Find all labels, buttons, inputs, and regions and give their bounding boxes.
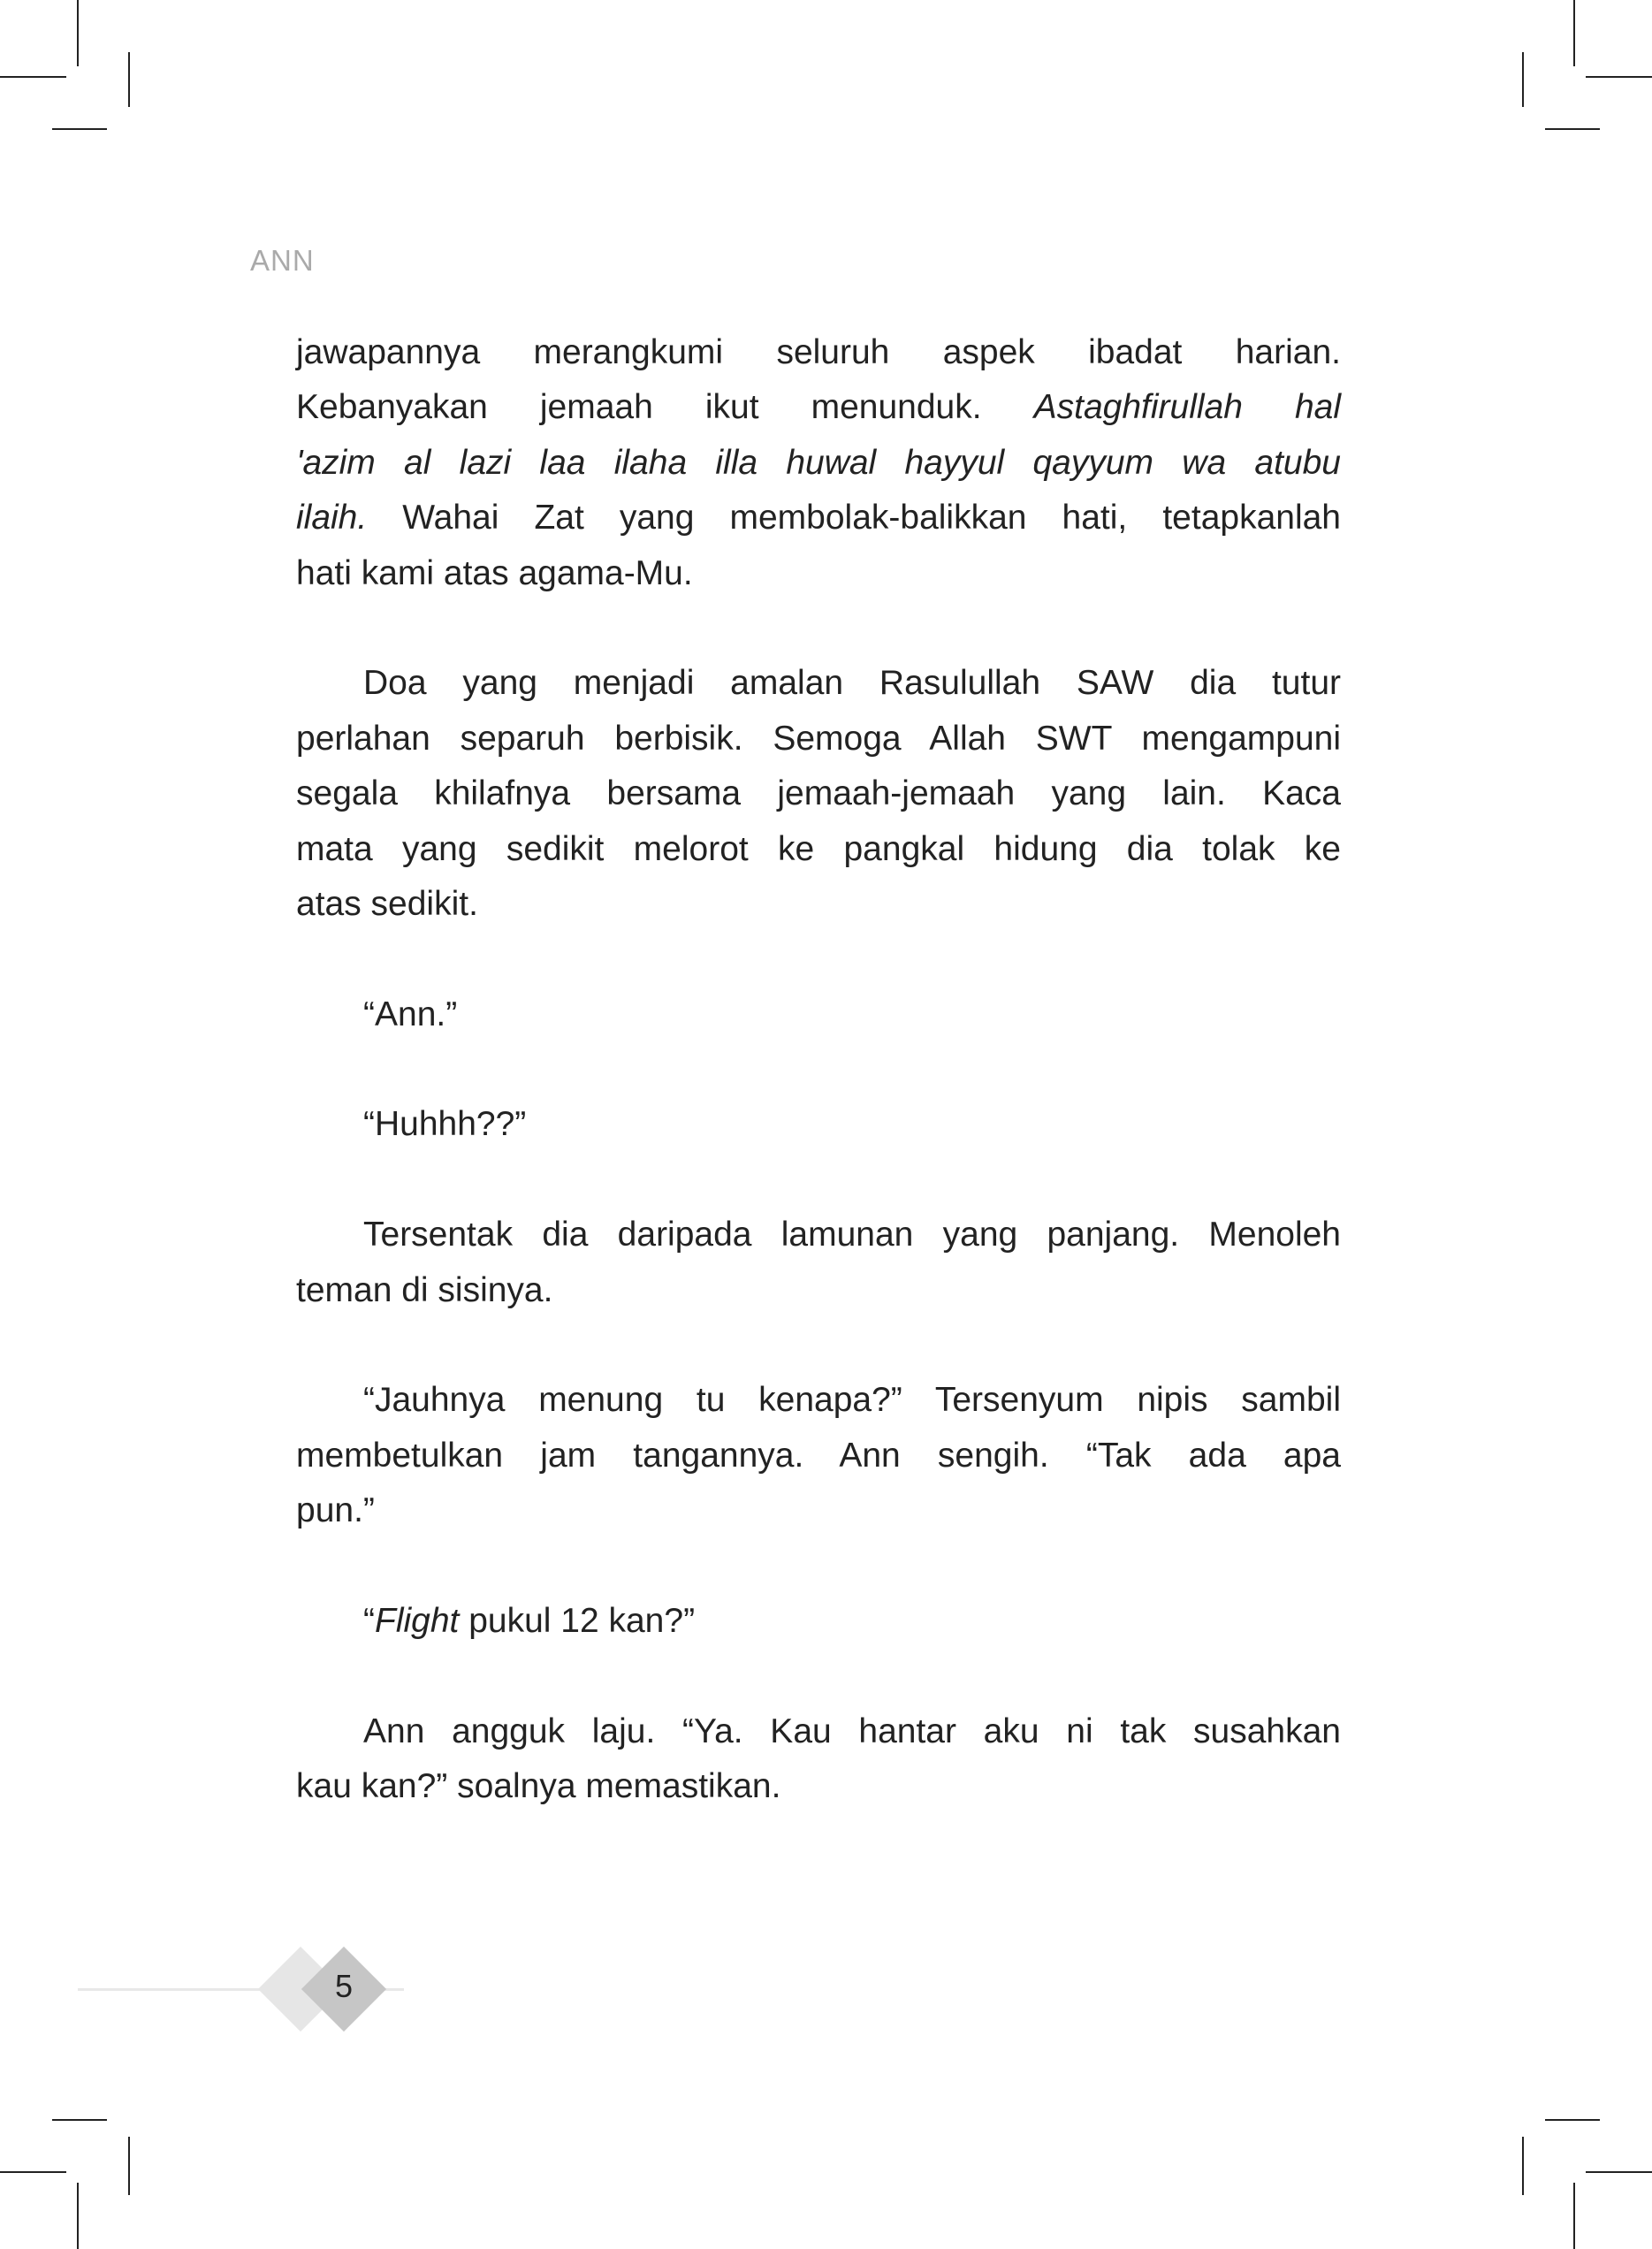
- text-segment: “: [363, 1601, 375, 1640]
- text-line: [296, 491, 1341, 545]
- text-segment: hati kami atas agama-Mu.: [296, 553, 693, 592]
- italic-text: 'azim al lazi laa ilaha illa huwal hayyul qayyum wa atubu: [296, 443, 1341, 482]
- text-line: [296, 436, 1341, 491]
- crop-mark: [52, 2119, 107, 2121]
- crop-mark: [77, 2183, 79, 2249]
- text-segment: pun.”: [296, 1491, 375, 1530]
- text-line: [296, 877, 1341, 932]
- text-line: [296, 987, 1341, 1042]
- text-segment: Tersentak dia daripada lamunan yang panjang. Menoleh: [363, 1216, 1341, 1254]
- page-number: 5: [334, 1968, 354, 2004]
- paragraph: [296, 325, 1341, 601]
- crop-mark: [0, 2171, 66, 2173]
- crop-mark: [0, 76, 66, 78]
- crop-mark: [128, 52, 130, 107]
- text-line: [296, 546, 1341, 601]
- text-segment: Kebanyakan jemaah ikut menunduk.: [296, 388, 1034, 427]
- text-segment: Doa yang menjadi amalan Rasulullah SAW dia tutur: [363, 664, 1341, 703]
- text-line: [296, 1759, 1341, 1814]
- crop-mark: [128, 2137, 130, 2195]
- text-line: [296, 1097, 1341, 1152]
- text-line: [296, 822, 1341, 877]
- text-segment: atas sedikit.: [296, 884, 478, 923]
- crop-mark: [1586, 2171, 1652, 2173]
- italic-text: Flight: [375, 1601, 460, 1640]
- paragraph: [296, 1704, 1341, 1815]
- crop-mark: [1545, 2119, 1600, 2121]
- crop-mark: [1586, 76, 1652, 78]
- text-segment: mata yang sedikit melorot ke pangkal hidung dia tolak ke: [296, 829, 1341, 868]
- text-segment: segala khilafnya bersama jemaah-jemaah yang lain. Kaca: [296, 774, 1341, 813]
- paragraph: [296, 1097, 1341, 1152]
- crop-mark: [77, 0, 79, 66]
- crop-mark: [52, 128, 107, 130]
- text-line: [296, 1429, 1341, 1483]
- body-text: [296, 325, 1341, 1870]
- crop-mark: [1522, 2137, 1524, 2195]
- crop-mark: [1573, 2183, 1575, 2249]
- text-segment: “Jauhnya menung tu kenapa?” Tersenyum nipis sambil: [363, 1381, 1341, 1420]
- text-segment: pukul 12 kan?”: [459, 1601, 696, 1640]
- text-line: [296, 656, 1341, 711]
- text-segment: Wahai Zat yang membolak-balikkan hati, tetapkanlah: [367, 499, 1341, 537]
- crop-mark: [1522, 52, 1524, 107]
- running-header: ANN: [250, 244, 315, 277]
- text-segment: “Huhhh??”: [363, 1105, 527, 1144]
- text-line: [296, 766, 1341, 821]
- text-line: [296, 1704, 1341, 1759]
- text-line: [296, 1594, 1341, 1649]
- text-line: [296, 1483, 1341, 1538]
- text-line: [296, 1373, 1341, 1428]
- text-segment: “Ann.”: [363, 995, 458, 1033]
- text-line: [296, 712, 1341, 766]
- text-line: [296, 325, 1341, 380]
- text-line: [296, 380, 1341, 435]
- text-line: [296, 1208, 1341, 1262]
- italic-text: ilaih.: [296, 499, 368, 537]
- text-segment: teman di sisinya.: [296, 1270, 553, 1309]
- paragraph: [296, 1594, 1341, 1649]
- paragraph: [296, 1373, 1341, 1538]
- crop-mark: [1573, 0, 1575, 66]
- paragraph: [296, 656, 1341, 932]
- text-segment: jawapannya merangkumi seluruh aspek ibadat harian.: [296, 333, 1341, 371]
- text-segment: kau kan?” soalnya memastikan.: [296, 1767, 781, 1806]
- paragraph: [296, 1208, 1341, 1318]
- italic-text: Astaghfirullah hal: [1033, 388, 1342, 427]
- text-segment: perlahan separuh berbisik. Semoga Allah SWT mengampuni: [296, 719, 1341, 758]
- crop-mark: [1545, 128, 1600, 130]
- text-segment: membetulkan jam tangannya. Ann sengih. “Tak ada apa: [296, 1436, 1341, 1475]
- text-segment: Ann angguk laju. “Ya. Kau hantar aku ni tak susahkan: [363, 1712, 1341, 1750]
- text-line: [296, 1263, 1341, 1318]
- paragraph: [296, 987, 1341, 1042]
